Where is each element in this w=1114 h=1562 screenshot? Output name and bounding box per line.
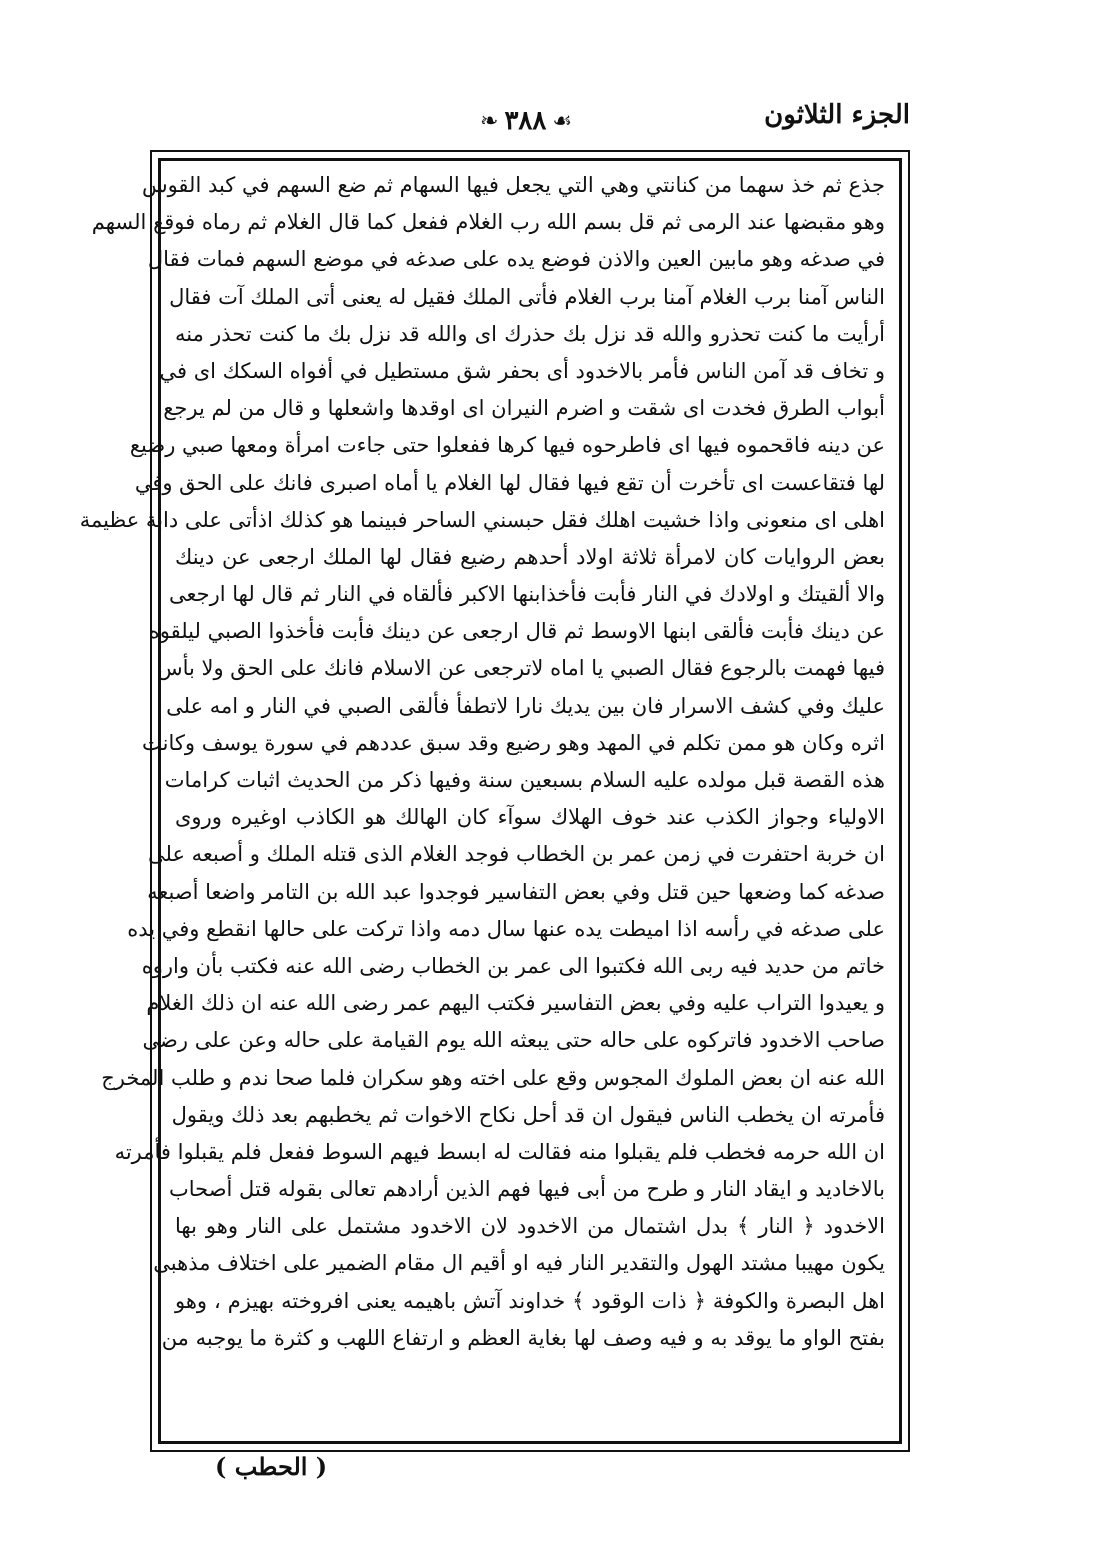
- text-line: الاخدود ﴿ النار ﴾ بدل اشتمال من الاخدود لان الاخدود مشتمل على النار وهو بها: [175, 1214, 885, 1239]
- text-line: يكون مهيبا مشتد الهول والتقدير النار فيه او أقيم ال مقام الضمير على اختلاف مذهبى: [153, 1251, 885, 1276]
- text-line: أرأيت ما كنت تحذرو والله قد نزل بك حذرك اى والله قد نزل بك ما كنت تحذر منه: [175, 321, 885, 346]
- text-frame-inner: [79, 158, 902, 1444]
- text-line: فيها فهمت بالرجوع فقال الصبي يا اماه لاترجعى عن الاسلام فانك على الحق ولا بأس: [156, 656, 885, 681]
- ornament-right-icon: ☙: [552, 108, 573, 134]
- text-line: و يعيدوا التراب عليه وفي بعض التفاسير فكتب اليهم عمر رضى الله عنه ان ذلك الغلام: [146, 991, 885, 1016]
- text-line: ان خربة احتفرت في زمن عمر بن الخطاب فوجد الغلام الذى قتله الملك و أصبعه على: [148, 842, 885, 867]
- text-line: والا ألقيتك و اولادك في النار فأبت فأخذابنها الاكبر فألقاه في النار ثم قال لها ارجعى: [169, 582, 885, 607]
- text-line: اثره وكان هو ممن تكلم في المهد وهو رضيع وقد سبق عددهم في سورة يوسف وكانت: [142, 730, 885, 755]
- page-header: [150, 100, 910, 150]
- page-number-group: [480, 106, 572, 136]
- text-line: صدغه كما وضعها حين قتل وفي بعض التفاسير فوجدوا عبد الله بن التامر واضعا أصبعه: [147, 879, 885, 904]
- text-line: ان الله حرمه فخطب فلم يقبلوا منه فقالت له ابسط فيهم السوط ففعل فلم يقبلوا فأمرته: [114, 1139, 885, 1164]
- juz-title: الجزء الثلاثون: [764, 100, 910, 130]
- page-number: ٣٨٨: [504, 106, 547, 136]
- text-line: فأمرته ان يخطب الناس فيقول ان قد أحل نكاح الاخوات ثم يخطبهم بعد ذلك ويقول: [171, 1102, 885, 1127]
- body-text: [79, 167, 885, 1435]
- text-line: هذه القصة قبل مولده عليه السلام بسبعين سنة وفيها ذكر من الحديث اثبات كرامات: [164, 768, 885, 792]
- text-line: الناس آمنا برب الغلام آمنا برب الغلام فأتى الملك فقيل له يعنى أتى الملك آت فقال: [169, 284, 885, 309]
- text-line: أبواب الطرق فخدت اى شقت و اضرم النيران اى اوقدها واشعلها و قال من لم يرجع: [163, 396, 885, 421]
- catchword: ( الحطب ): [215, 1452, 328, 1481]
- text-line: عن دينك فأبت فألقى ابنها الاوسط ثم قال ارجعى عن دينك فأبت فأخذوا الصبي ليلقوه: [148, 619, 885, 644]
- text-line: الاولياء وجواز الكذب عند خوف الهلاك سوآء كان الهالك هو الكاذب اوغيره وروى: [175, 805, 885, 830]
- text-line: اهلى اى منعونى واذا خشيت اهلك فقل حبسني الساحر فبينما هو كذلك اذأتى على دابة عظيمة: [79, 507, 885, 532]
- text-line: صاحب الاخدود فاتركوه على حاله حتى يبعثه الله يوم القيامة على حاله وعن على رضى: [142, 1028, 885, 1053]
- text-line: وهو مقبضها عند الرمى ثم قل بسم الله رب الغلام ففعل كما قال الغلام ثم رماه فوقع السهم: [91, 210, 885, 235]
- text-line: خاتم من حديد فيه ربى الله فكتبوا الى عمر بن الخطاب رضى الله عنه فكتب بأن واروه: [141, 953, 885, 978]
- text-line: الله عنه ان بعض الملوك المجوس وقع على اخته وهو سكران فلما صحا ندم و طلب المخرج: [101, 1065, 885, 1090]
- text-line: بفتح الواو ما يوقد به و فيه وصف لها بغاية العظم و ارتفاع اللهب و كثرة ما يوجبه من: [161, 1325, 885, 1350]
- text-line: بعض الروايات كان لامرأة ثلاثة اولاد أحدهم رضيع فقال لها الملك ارجعى عن دينك: [175, 544, 885, 569]
- text-line: عليك وفي كشف الاسرار فان بين يديك نارا لاتطفأ فألقى الصبي في النار و امه على: [166, 693, 885, 718]
- text-line: اهل البصرة والكوفة ﴿ ذات الوقود ﴾ خداوند آتش باهيمه يعنى افروخته بهيزم ، وهو: [175, 1288, 885, 1313]
- text-line: بالاخاديد و ايقاد النار و طرح من أبى فيها فهم الذين أرادهم تعالى بقوله قتل أصحاب: [168, 1177, 885, 1202]
- text-line: في صدغه وهو مابين العين والاذن فوضع يده على صدغه في موضع السهم فمات فقال: [147, 247, 885, 272]
- text-line: جذع ثم خذ سهما من كنانتي وهي التي يجعل فيها السهام ثم ضع السهم في كبد القوس: [141, 173, 885, 197]
- text-frame-outer: [79, 150, 910, 1452]
- text-line: على صدغه في رأسه اذا اميطت يده عنها سال دمه واذا تركت على حالها انقطع وفي يده: [127, 916, 885, 941]
- text-line: عن دينه فاقحموه فيها اى فاطرحوه فيها كرها ففعلوا حتى جاءت امرأة ومعها صبي رضيع: [129, 433, 885, 458]
- text-line: و تخاف قد آمن الناس فأمر بالاخدود أى بحفر شق مستطيل في أفواه السكك اى في: [159, 358, 885, 383]
- ornament-left-icon: ❧: [480, 108, 499, 134]
- text-line: لها فتقاعست اى تأخرت أن تقع فيها فقال لها الغلام يا أماه اصبرى فانك على الحق وفي: [134, 470, 885, 495]
